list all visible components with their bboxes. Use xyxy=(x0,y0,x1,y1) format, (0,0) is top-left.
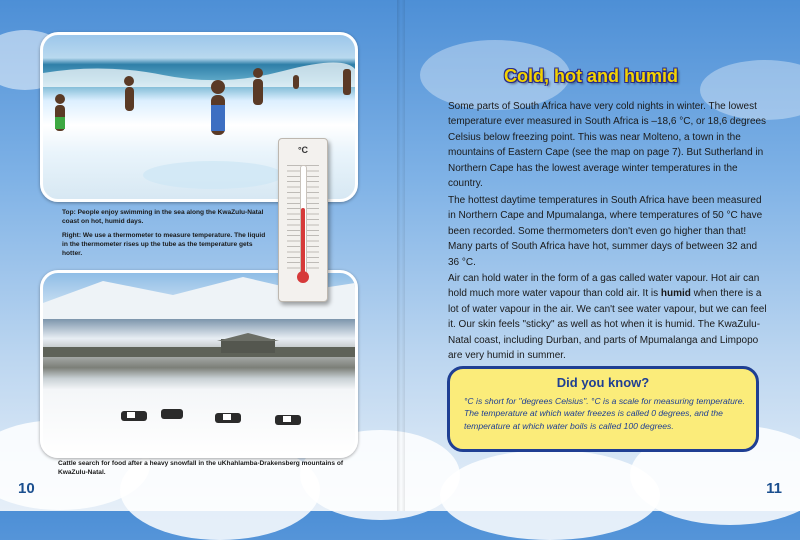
page-title: Cold, hot and humid xyxy=(504,66,678,86)
paragraph-humid xyxy=(448,271,770,363)
caption-top: Top: People enjoy swimming in the sea along the KwaZulu-Natal coast on hot, humid days. xyxy=(62,209,264,225)
thermometer-liquid xyxy=(301,208,305,279)
page-number-left: 10 xyxy=(18,480,35,497)
thermometer-bulb xyxy=(297,271,309,283)
humid-keyword: humid xyxy=(660,288,691,300)
did-you-know-box xyxy=(447,366,759,452)
paragraph-hot: The hottest daytime temperatures in South Africa have been measured in Northern Cape and Mpumalanga, where temperatures of 50 °C have been recorded. Some thermometers don't even go higher than that! Many parts of South Africa have hot, summer days of between 32 and 36 °C. xyxy=(448,195,763,268)
cloud-decoration xyxy=(440,450,660,540)
paragraph-humid-part-1: Air can hold water in the form of a gas called water vapour. Hot air can hold much more water vapour than cold air. It is xyxy=(448,273,760,300)
paragraph-cold: Some parts of South Africa have very cold nights in winter. The lowest temperature ever measured in South Africa is –18,6 °C, or 18,6 degrees Celsius below freezing point. This was near Molteno, a town in the mountains of Eastern Cape (see the map on page 7). But Sutherland in Northern Cape has the lowest average winter temperatures in the country. xyxy=(448,101,767,190)
did-you-know-text: °C is short for "degrees Celsius". °C is a scale for measuring temperature. The temperature at which water freezes is called 0 degrees, and the temperature at which water boils is called 100 degrees. xyxy=(464,396,745,431)
thermometer-image xyxy=(278,138,328,302)
page-number-right: 11 xyxy=(766,480,782,497)
thermometer-unit-label: °C xyxy=(297,145,309,155)
caption-bottom: Cattle search for food after a heavy snowfall in the uKhahlamba-Drakensberg mountains of KwaZulu-Natal. xyxy=(58,460,344,476)
did-you-know-title: Did you know? xyxy=(556,375,650,390)
paragraph-humid-part-2: when there is a lot of water vapour in the air. We can't see water vapour, but we can feel it. Our skin feels "sticky" as well as hot when it is humid. The KwaZulu-Natal coast, including Durban, and parts of Mpumalanga and Limpopo are very humid in summer. xyxy=(448,288,767,362)
caption-right: Right: We use a thermometer to measure temperature. The liquid in the thermometer rises up the tube as the temperature gets hotter. xyxy=(62,232,266,257)
book-gutter xyxy=(397,0,405,511)
